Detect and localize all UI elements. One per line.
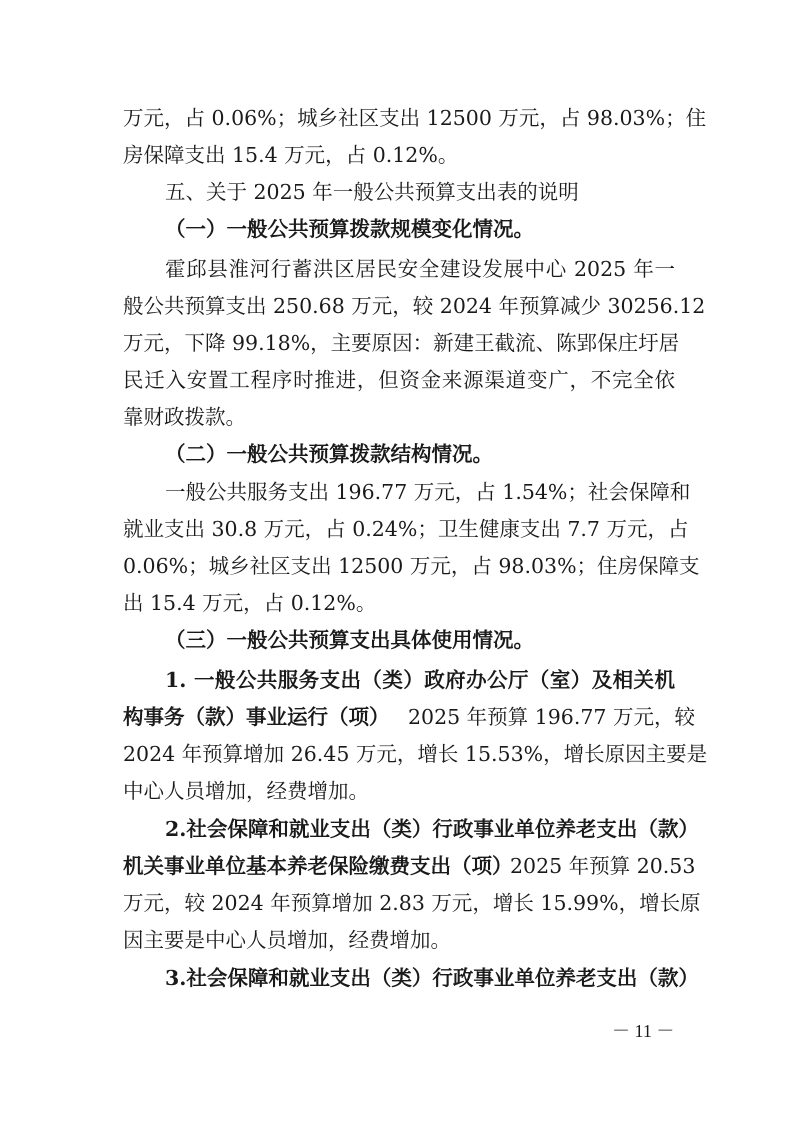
item-heading: 3.社会保障和就业支出（类）行政事业单位养老支出（款） — [165, 966, 699, 990]
section-heading: 五、关于 2025 年一般公共预算支出表的说明 — [165, 180, 579, 204]
item-heading-end: 构事务（款）事业运行（项） — [123, 705, 390, 729]
item-heading: 2.社会保障和就业支出（类）行政事业单位养老支出（款） — [165, 817, 699, 841]
item-heading: 1. 一般公共服务支出（类）政府办公厅（室）及相关机 — [165, 668, 675, 692]
text-line: 就业支出 30.8 万元，占 0.24%；卫生健康支出 7.7 万元，占 — [123, 517, 689, 541]
page-number: － 11 － — [612, 1021, 675, 1041]
text-line: 万元，较 2024 年预算增加 2.83 万元，增长 15.99%，增长原 — [123, 891, 701, 915]
text-line: 房保障支出 15.4 万元，占 0.12%。 — [123, 143, 459, 167]
text-line: 2025 年预算 20.53 — [510, 854, 696, 878]
text-line: 霍邱县淮河行蓄洪区居民安全建设发展中心 2025 年一 — [165, 257, 675, 281]
item-heading-end: 机关事业单位基本养老保险缴费支出（项） — [123, 854, 513, 878]
text-line: 万元，占 0.06%；城乡社区支出 12500 万元，占 98.03%；住 — [123, 106, 707, 130]
text-line: 靠财政拨款。 — [123, 405, 246, 429]
text-line: 0.06%；城乡社区支出 12500 万元，占 98.03%；住房保障支 — [123, 554, 700, 578]
text-line: 因主要是中心人员增加，经费增加。 — [123, 928, 451, 952]
subsection-heading: （一）一般公共预算拨款规模变化情况。 — [165, 217, 534, 241]
text-line: 2025 年预算 196.77 万元，较 — [408, 705, 695, 729]
text-line: 民迁入安置工程序时推进，但资金来源渠道变广，不完全依 — [123, 368, 675, 392]
subsection-heading: （三）一般公共预算支出具体使用情况。 — [165, 628, 534, 652]
text-line: 出 15.4 万元，占 0.12%。 — [123, 591, 377, 615]
text-line: 一般公共服务支出 196.77 万元，占 1.54%；社会保障和 — [165, 480, 691, 504]
text-line: 万元，下降 99.18%，主要原因：新建王截流、陈郢保庄圩居 — [123, 331, 680, 355]
text-line: 2024 年预算增加 26.45 万元，增长 15.53%，增长原因主要是 — [123, 742, 708, 766]
text-line: 般公共预算支出 250.68 万元，较 2024 年预算减少 30256.12 — [123, 294, 706, 318]
text-line: 中心人员增加，经费增加。 — [123, 779, 369, 803]
subsection-heading: （二）一般公共预算拨款结构情况。 — [165, 442, 493, 466]
